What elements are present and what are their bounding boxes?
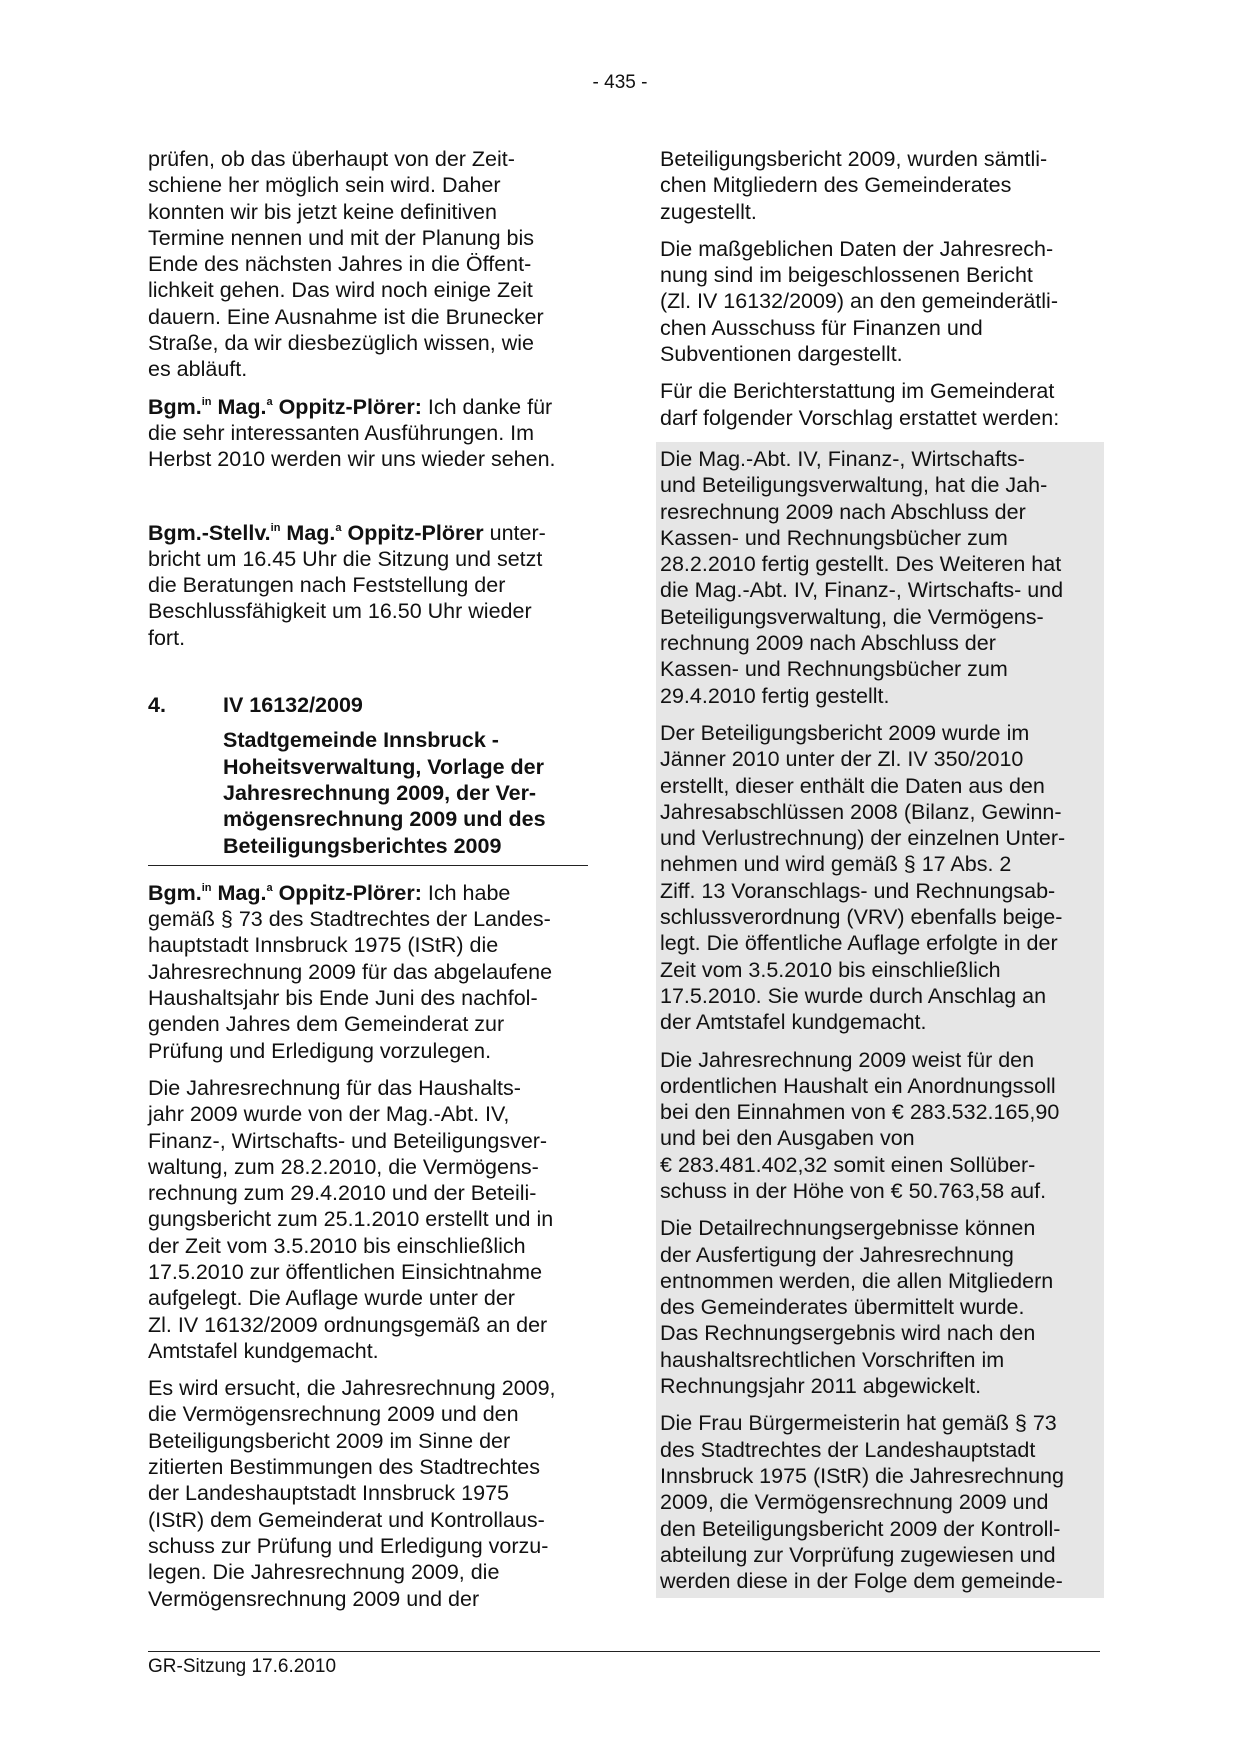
proposal-paragraph: Die Jahresrechnung 2009 weist für den ordentlichen Haushalt ein Anordnungssoll bei den Einnahmen von € 283.532.165,90 und bei den Ausgaben von € 283.481.402,32 somit einen Sollüber- schuss in der Höhe von € 50.763,58 auf.: [660, 1047, 1060, 1203]
speaker-label: Bgm.-Stellv.$^{in}$ Mag.$^a$ Oppitz-Plörer: [148, 520, 484, 545]
footer-session-label: GR-Sitzung 17.6.2010: [148, 1656, 337, 1677]
paragraph-data-reference: Die maßgeblichen Daten der Jahresrech- nung sind im beigeschlossenen Bericht (Zl. IV 16132/2009) an den gemeinderätli- chen Ausschuss für Finanzen und Subventionen dargestellt.: [660, 236, 1058, 367]
spacer: [148, 662, 588, 692]
speaker-text: Ich danke für die sehr interessanten Ausführungen. Im Herbst 2010 werden wir uns wieder sehen.: [148, 394, 556, 472]
proposal-paragraph: Die Mag.-Abt. IV, Finanz-, Wirtschafts- und Beteiligungsverwaltung, hat die Jah- resrechnung 2009 nach Abschluss der Kassen- und Rechnungsbücher zum 28.2.2010 fertig gestellt. Des Weiteren hat die Mag.-Abt. IV, Finanz-, Wirtschafts- und Beteiligungsverwaltung, die Vermögens- rechnung 2009 nach Abschluss der Kassen- und Rechnungsbücher zum 29.4.2010 fertig gestellt.: [660, 446, 1064, 708]
paragraph-distribution: Beteiligungsbericht 2009, wurden sämtli- chen Mitgliedern des Gemeinderates zugestellt.: [660, 147, 1048, 224]
paragraph-jahresrechnung: Die Jahresrechnung für das Haushalts- jahr 2009 wurde von der Mag.-Abt. IV, Finanz-, Wirtschafts- und Beteiligungsver- waltung, zum 28.2.2010, die Vermögens- rechnung zum 29.4.2010 und der Beteili- gungsbericht zum 25.1.2010 erstellt und in der Zeit vom 3.5.2010 bis einschließlich 17.5.2010 zur öffentlichen Einsichtnahme aufgelegt. Die Auflage wurde unter der Zl. IV 16132/2009 ordnungsgemäß an der Amtstafel kundgemacht.: [148, 1075, 554, 1363]
agenda-item-title-block: [148, 727, 588, 865]
paragraph-proposal-intro: Für die Berichterstattung im Gemeinderat darf folgender Vorschlag erstattet werden:: [660, 379, 1060, 430]
proposal-paragraph: Die Frau Bürgermeisterin hat gemäß § 73 des Stadtrechtes der Landeshauptstadt Innsbruck 1975 (IStR) die Jahresrechnung 2009, die Vermögensrechnung 2009 und den Beteiligungsbericht 2009 der Kontroll- abteilung zur Vorprüfung zugewiesen und werden diese in der Folge dem gemeinde-: [660, 1411, 1064, 1594]
proposal-paragraph: Der Beteiligungsbericht 2009 wurde im Jänner 2010 unter der Zl. IV 350/2010 erstellt, dieser enthält die Daten aus den Jahresabschlüssen 2008 (Bilanz, Gewinn- und Verlustrechnung) der einzelnen Unter- nehmen und wird gemäß § 17 Abs. 2 Ziff. 13 Voranschlags- und Rechnungsab- schlussverordnung (VRV) ebenfalls beige- legt. Die öffentliche Auflage erfolgte in der Zeit vom 3.5.2010 bis einschließlich 17.5.2010. Sie wurde durch Anschlag an der Amtstafel kundgemacht.: [660, 720, 1066, 1035]
speaker-label: Bgm.$^{in}$ Mag.$^a$ Oppitz-Plörer:: [148, 880, 422, 905]
right-column: [660, 146, 1100, 1598]
speaker-statement-break: [148, 520, 588, 651]
paragraph-request: Es wird ersucht, die Jahresrechnung 2009, die Vermögensrechnung 2009 und den Beteiligungsbericht 2009 im Sinne der zitierten Bestimmungen des Stadtrechtes der Landeshauptstadt Innsbruck 1975 (IStR) dem Gemeinderat und Kontrollaus- schuss zur Prüfung und Erledigung vorzu- legen. Die Jahresrechnung 2009, die Vermögensrechnung 2009 und der: [148, 1376, 556, 1611]
spacer: [148, 484, 588, 520]
agenda-item-code: IV 16132/2009: [223, 693, 363, 718]
agenda-item-header: [148, 692, 588, 718]
speaker-text: unter- bricht um 16.45 Uhr die Sitzung und setzt die Beratungen nach Feststellung der Beschlussfähigkeit um 16.50 Uhr wieder fort.: [148, 520, 546, 650]
left-column: [148, 146, 588, 1623]
agenda-item-number: 4.: [148, 693, 166, 718]
speaker-statement-intro: [148, 880, 588, 1064]
proposal-shaded-block: [656, 442, 1104, 1598]
speaker-statement-thanks: [148, 394, 588, 473]
page-number: - 435 -: [592, 72, 648, 93]
speaker-label: Bgm.$^{in}$ Mag.$^a$ Oppitz-Plörer:: [148, 394, 422, 419]
speaker-text: Ich habe gemäß § 73 des Stadtrechtes der Landes- hauptstadt Innsbruck 1975 (IStR) die Jahresrechnung 2009 für das abgelaufene Haushaltsjahr bis Ende Juni des nachfol- genden Jahres dem Gemeinderat zur Prüfung und Erledigung vorzulegen.: [148, 880, 553, 1063]
proposal-paragraph: Die Detailrechnungsergebnisse können der Ausfertigung der Jahresrechnung entnommen werden, die allen Mitgliedern des Gemeinderates übermittelt wurde. Das Rechnungsergebnis wird nach den haushaltsrechtlichen Vorschriften im Rechnungsjahr 2011 abgewickelt.: [660, 1216, 1054, 1399]
footer-divider: [148, 1651, 1100, 1652]
agenda-item-title: Stadtgemeinde Innsbruck - Hoheitsverwaltung, Vorlage der Jahresrechnung 2009, der Ver- mögensrechnung 2009 und des Beteiligungsberichtes 2009: [223, 728, 546, 858]
paragraph-planning: prüfen, ob das überhaupt von der Zeit- schiene her möglich sein wird. Daher konnten wir bis jetzt keine definitiven Termine nennen und mit der Planung bis Ende des nächsten Jahres in die Öffent- lichkeit gehen. Das wird noch einige Zeit dauern. Eine Ausnahme ist die Brunecker Straße, da wir diesbezüglich wissen, wie es abläuft.: [148, 147, 544, 382]
